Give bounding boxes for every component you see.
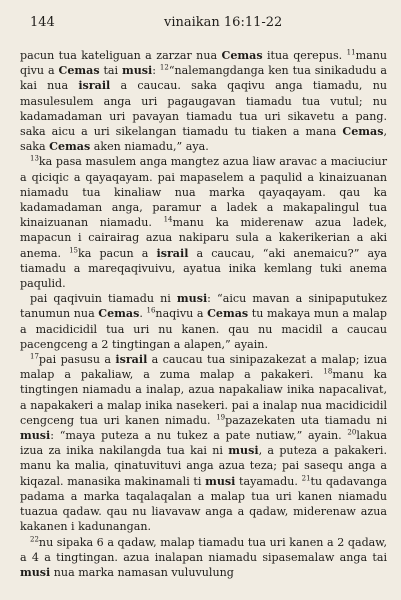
verse-text: “nalemangdanga ken tua sinikadudu a kai nua	[20, 64, 387, 93]
bold-name: Cemas	[49, 140, 91, 154]
verse-text: .	[139, 307, 147, 321]
verse-number: 20	[347, 428, 357, 437]
bold-name: israil	[115, 353, 148, 367]
verse-text: pacun tua kateliguan a zarzar nua	[20, 49, 222, 62]
bold-name: musi	[176, 292, 208, 306]
bold-name: israil	[156, 246, 189, 260]
verse-number: 16	[146, 306, 156, 315]
bold-name: musi	[205, 474, 236, 488]
body-text	[20, 48, 387, 580]
verse-number: 17	[30, 352, 39, 361]
bold-name: musi	[228, 444, 259, 458]
paragraph	[20, 352, 387, 534]
verse-text: aken niamadu,” aya.	[90, 140, 209, 154]
bold-name: Cemas	[342, 125, 384, 139]
verse-text: ka pasa masulem anga mangtez azua liaw aravac a maciuciur a qiciqic a qayaqayam. pai mapaselem a paqulid a kinaizuanan niamadu tua kinaliaw nua marka qayaqayam. qau ka kadamadaman anga, paramur a ladek a makapalingul tua kinaizuanan niamadu.	[20, 155, 387, 230]
paragraph	[20, 291, 387, 352]
verse-text: lakua izua za inika nakilangda tua kai ni	[20, 429, 387, 458]
verse-text: ka pacun a	[78, 246, 157, 260]
verse-text: nua marka namasan vuluvulung	[50, 565, 234, 579]
running-head: vinaikan 16:11-22	[164, 15, 283, 30]
verse-number: 21	[301, 474, 311, 482]
bold-name: israil	[78, 79, 111, 93]
verse-number: 11	[346, 48, 356, 57]
verse-text: :	[152, 64, 160, 78]
verse-number: 13	[30, 154, 39, 163]
verse-number: 22	[30, 534, 39, 543]
verse-text: , saka	[20, 125, 387, 154]
verse-number: 12	[159, 63, 169, 72]
bold-name: Cemas	[58, 64, 100, 78]
verse-text: a caucau tua sinipazakezat a malap; izua malap a pakaliaw, a zuma malap a pakakeri.	[20, 353, 387, 382]
verse-text: pai pasusu a	[38, 353, 116, 367]
verse-text: , a puteza a pakakeri. manu ka malia, qinatuvituvi anga azua teza; pai sasequ anga a kiqazal. manasika makinamali ti	[20, 444, 387, 488]
verse-text: tu qadavanga padama a marka taqalaqalan a malap tua uri kanen niamadu tuazua qadaw. qau nu liavavaw anga a qadaw, miderenaw azua kakanen i kadunangan.	[20, 474, 387, 534]
verse-text: itua qerepus.	[262, 49, 347, 62]
verse-number: 14	[163, 215, 173, 224]
verse-text: : “maya puteza a nu tukez a pate nutiaw,” ayain.	[50, 429, 348, 443]
verse-text: manu ka tingtingen niamadu a inalap, azua napakaliaw inika napacalivat, a napakakeri a malap inika nasekeri. pai a inalap nua macidicidil cengceng tua uri kanen nimadu.	[20, 368, 388, 427]
paragraph	[20, 154, 387, 291]
verse-text: pai qaqivuin tiamadu ni	[30, 292, 177, 306]
verse-text: : “aicu mavan a sinipaputukez tanumun nua	[20, 292, 387, 321]
verse-number: 15	[69, 245, 79, 254]
bold-name: musi	[122, 64, 153, 78]
verse-text: a caucau. saka qaqivu anga tiamadu, nu masulesulem anga uri pagaugavan tiamadu tua vutul; nu kadamadaman uri pavayan tiamadu tua uri sikavetu a pang. saka aicu a uri sikelangan tiamadu tu tiaken a mana	[20, 79, 387, 139]
bold-name: musi	[20, 565, 51, 579]
verse-text: manu qivu a	[20, 49, 387, 78]
bold-name: Cemas	[98, 307, 140, 321]
paragraph	[20, 48, 387, 154]
verse-text: tai	[99, 64, 122, 78]
page-header	[20, 14, 387, 36]
verse-text: a caucau, “aki anemaicu?” aya tiamadu a mareqaqivuivu, ayatua inika kemlang tuki anema paqulid.	[20, 246, 388, 291]
bold-name: musi	[20, 429, 51, 443]
verse-text: tu makaya mun a malap a macidicidil tua uri nu kanen. qau nu macidil a caucau pacengceng a 2 tingtingan a alapen,” ayain.	[20, 307, 387, 351]
bold-name: Cemas	[207, 307, 249, 321]
paragraph	[20, 535, 387, 581]
page-number: 144	[30, 15, 55, 30]
verse-number: 19	[216, 413, 226, 422]
verse-number: 18	[323, 367, 333, 376]
verse-text: nu sipaka 6 a qadaw, malap tiamadu tua uri kanen a 2 qadaw, a 4 a tingtingan. azua inalapan niamadu sipasemalaw anga tai	[20, 535, 387, 564]
bold-name: Cemas	[221, 49, 263, 62]
verse-text: manu ka miderenaw azua ladek, mapacun i cairairag azua nakiparu sula a kakerikerian a aki anema.	[20, 216, 387, 260]
verse-text: naqivu a	[155, 307, 208, 321]
verse-text: pazazekaten uta tiamadu ni	[225, 413, 388, 427]
verse-text: tayamadu.	[235, 474, 302, 488]
